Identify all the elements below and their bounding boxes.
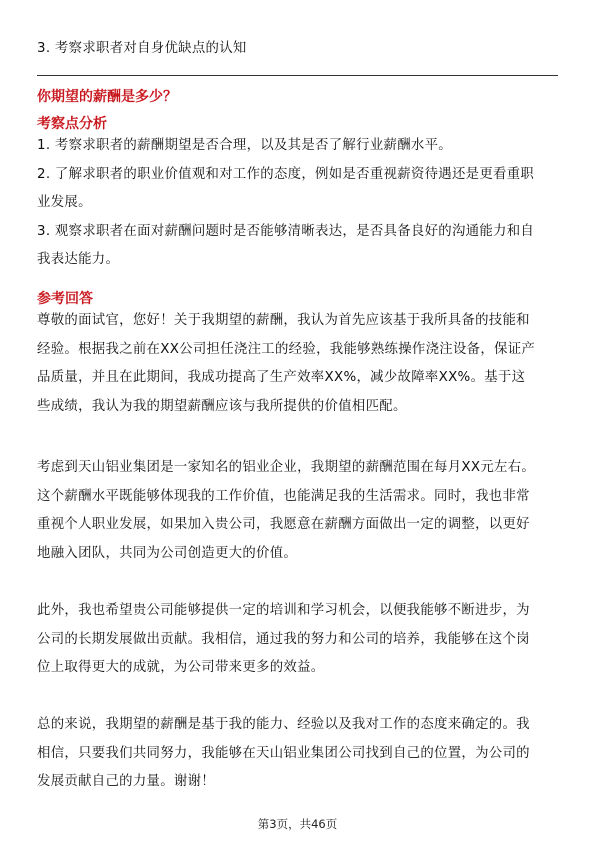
analysis-item-3-cont: 我表达能力。 xyxy=(37,252,120,267)
analysis-list xyxy=(37,132,558,275)
paragraph-line: 品质量，并且在此期间，我成功提高了生产效率XX%，减少故障率XX%。基于这 xyxy=(37,370,526,385)
paragraph-line: 些成绩，我认为我的期望薪酬应该与我所提供的价值相匹配。 xyxy=(37,398,407,414)
analysis-item-3: 3. 观察求职者在面对薪酬问题时是否能够清晰表达，是否具备良好的沟通能力和自 xyxy=(37,223,535,239)
paragraph-line: 总的来说，我期望的薪酬是基于我的能力、经验以及我对工作的态度来确定的。我 xyxy=(37,717,530,732)
answer-paragraph-4 xyxy=(37,711,558,797)
analysis-heading: 考察点分析 xyxy=(37,116,107,132)
paragraph-line: 发展贡献自己的力量。谢谢！ xyxy=(37,774,215,789)
analysis-item-1: 1. 考察求职者的薪酬期望是否合理，以及其是否了解行业薪酬水平。 xyxy=(37,138,452,153)
criteria-item-3: 3. 考察求职者对自身优缺点的认知 xyxy=(37,41,247,56)
paragraph-line: 经验。根据我之前在XX公司担任浇注工的经验，我能够熟练操作浇注设备，保证产 xyxy=(37,341,536,357)
page-number: 第3页，共46页 xyxy=(257,817,338,831)
paragraph-line: 相信，只要我们共同努力，我能够在天山铝业集团公司找到自己的位置，为公司的 xyxy=(37,745,530,761)
question-heading: 你期望的薪酬是多少？ xyxy=(37,89,177,105)
paragraph-line: 这个薪酬水平既能够体现我的工作价值，也能满足我的生活需求。同时，我也非常 xyxy=(37,488,530,504)
paragraph-line: 此外，我也希望贵公司能够提供一定的培训和学习机会，以便我能够不断进步，为 xyxy=(37,603,530,618)
analysis-item-2: 2. 了解求职者的职业价值观和对工作的态度，例如是否重视薪资待遇还是更看重职 xyxy=(37,166,535,182)
paragraph-line: 考虑到天山铝业集团是一家知名的铝业企业，我期望的薪酬范围在每月XX元左右。 xyxy=(37,460,536,475)
paragraph-line: 尊敬的面试官，您好！关于我期望的薪酬，我认为首先应该基于我所具备的技能和 xyxy=(37,313,530,328)
paragraph-line: 重视个人职业发展，如果加入贵公司，我愿意在薪酬方面做出一定的调整，以更好 xyxy=(37,517,530,532)
answer-paragraph-3 xyxy=(37,597,558,683)
paragraph-line: 公司的长期发展做出贡献。我相信，通过我的努力和公司的培养，我能够在这个岗 xyxy=(37,631,530,647)
paragraph-line: 地融入团队，共同为公司创造更大的价值。 xyxy=(37,545,298,561)
section-divider xyxy=(37,75,558,76)
answer-heading: 参考回答 xyxy=(37,291,93,307)
paragraph-line: 位上取得更大的成就，为公司带来更多的效益。 xyxy=(37,660,325,675)
analysis-item-2-cont: 业发展。 xyxy=(37,195,92,210)
answer-paragraph-2 xyxy=(37,454,558,568)
answer-paragraph-1 xyxy=(37,307,558,421)
